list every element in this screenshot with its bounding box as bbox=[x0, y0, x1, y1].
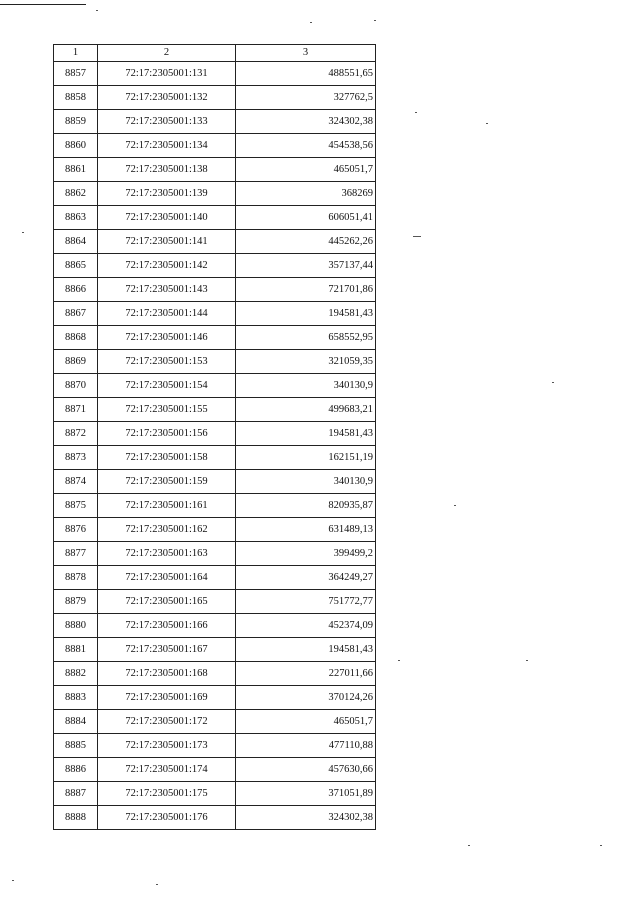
cadastral-number: 72:17:2305001:176 bbox=[98, 806, 236, 830]
table-row bbox=[54, 254, 376, 278]
row-value: 162151,19 bbox=[236, 446, 376, 470]
table-row bbox=[54, 662, 376, 686]
row-value: 399499,2 bbox=[236, 542, 376, 566]
cadastral-number: 72:17:2305001:164 bbox=[98, 566, 236, 590]
row-value: 194581,43 bbox=[236, 302, 376, 326]
row-number: 8871 bbox=[54, 398, 98, 422]
row-value: 658552,95 bbox=[236, 326, 376, 350]
row-number: 8877 bbox=[54, 542, 98, 566]
row-number: 8873 bbox=[54, 446, 98, 470]
row-number: 8862 bbox=[54, 182, 98, 206]
row-value: 370124,26 bbox=[236, 686, 376, 710]
scan-speck bbox=[398, 660, 400, 661]
row-number: 8863 bbox=[54, 206, 98, 230]
header-row bbox=[54, 45, 376, 62]
row-number: 8859 bbox=[54, 110, 98, 134]
cadastral-number: 72:17:2305001:175 bbox=[98, 782, 236, 806]
row-value: 457630,66 bbox=[236, 758, 376, 782]
row-number: 8865 bbox=[54, 254, 98, 278]
table-row bbox=[54, 686, 376, 710]
cadastral-number: 72:17:2305001:138 bbox=[98, 158, 236, 182]
row-number: 8882 bbox=[54, 662, 98, 686]
row-value: 465051,7 bbox=[236, 158, 376, 182]
scan-speck bbox=[156, 884, 158, 885]
cadastral-number: 72:17:2305001:158 bbox=[98, 446, 236, 470]
scan-speck bbox=[526, 660, 528, 661]
table-row bbox=[54, 806, 376, 830]
table-row bbox=[54, 734, 376, 758]
row-value: 327762,5 bbox=[236, 86, 376, 110]
row-number: 8883 bbox=[54, 686, 98, 710]
cadastral-number: 72:17:2305001:168 bbox=[98, 662, 236, 686]
row-value: 371051,89 bbox=[236, 782, 376, 806]
cadastral-number: 72:17:2305001:144 bbox=[98, 302, 236, 326]
scan-speck bbox=[12, 880, 14, 881]
row-value: 324302,38 bbox=[236, 806, 376, 830]
cadastral-number: 72:17:2305001:146 bbox=[98, 326, 236, 350]
row-number: 8881 bbox=[54, 638, 98, 662]
row-number: 8874 bbox=[54, 470, 98, 494]
row-number: 8887 bbox=[54, 782, 98, 806]
row-value: 499683,21 bbox=[236, 398, 376, 422]
cadastral-number: 72:17:2305001:159 bbox=[98, 470, 236, 494]
scan-speck bbox=[468, 845, 470, 846]
row-value: 477110,88 bbox=[236, 734, 376, 758]
row-number: 8867 bbox=[54, 302, 98, 326]
scan-speck bbox=[552, 382, 554, 383]
cadastral-number: 72:17:2305001:165 bbox=[98, 590, 236, 614]
cadastral-number: 72:17:2305001:162 bbox=[98, 518, 236, 542]
row-number: 8875 bbox=[54, 494, 98, 518]
table-body bbox=[54, 62, 376, 830]
row-value: 324302,38 bbox=[236, 110, 376, 134]
cadastral-number: 72:17:2305001:142 bbox=[98, 254, 236, 278]
row-number: 8866 bbox=[54, 278, 98, 302]
cadastral-number: 72:17:2305001:167 bbox=[98, 638, 236, 662]
cadastral-number: 72:17:2305001:140 bbox=[98, 206, 236, 230]
table-row bbox=[54, 86, 376, 110]
table-row bbox=[54, 278, 376, 302]
table-row bbox=[54, 134, 376, 158]
table-row bbox=[54, 542, 376, 566]
row-number: 8876 bbox=[54, 518, 98, 542]
row-value: 454538,56 bbox=[236, 134, 376, 158]
row-number: 8864 bbox=[54, 230, 98, 254]
cadastral-number: 72:17:2305001:132 bbox=[98, 86, 236, 110]
row-number: 8888 bbox=[54, 806, 98, 830]
table-row bbox=[54, 206, 376, 230]
row-value: 606051,41 bbox=[236, 206, 376, 230]
row-number: 8872 bbox=[54, 422, 98, 446]
cadastral-number: 72:17:2305001:169 bbox=[98, 686, 236, 710]
row-value: 631489,13 bbox=[236, 518, 376, 542]
row-number: 8878 bbox=[54, 566, 98, 590]
cadastral-table bbox=[53, 44, 376, 830]
cadastral-number: 72:17:2305001:153 bbox=[98, 350, 236, 374]
cadastral-number: 72:17:2305001:134 bbox=[98, 134, 236, 158]
table-row bbox=[54, 374, 376, 398]
table-row bbox=[54, 302, 376, 326]
row-value: 488551,65 bbox=[236, 62, 376, 86]
scan-speck bbox=[413, 236, 421, 237]
row-value: 445262,26 bbox=[236, 230, 376, 254]
table-row bbox=[54, 638, 376, 662]
cadastral-number: 72:17:2305001:156 bbox=[98, 422, 236, 446]
scan-speck bbox=[22, 232, 24, 233]
cadastral-number: 72:17:2305001:155 bbox=[98, 398, 236, 422]
cadastral-number: 72:17:2305001:131 bbox=[98, 62, 236, 86]
scan-speck bbox=[96, 10, 98, 11]
cadastral-number: 72:17:2305001:174 bbox=[98, 758, 236, 782]
table-row bbox=[54, 158, 376, 182]
header-col-2: 2 bbox=[98, 45, 236, 62]
row-number: 8884 bbox=[54, 710, 98, 734]
table-row bbox=[54, 710, 376, 734]
cadastral-number: 72:17:2305001:133 bbox=[98, 110, 236, 134]
table-row bbox=[54, 782, 376, 806]
row-number: 8879 bbox=[54, 590, 98, 614]
table-header bbox=[54, 45, 376, 62]
row-number: 8869 bbox=[54, 350, 98, 374]
cadastral-number: 72:17:2305001:139 bbox=[98, 182, 236, 206]
row-value: 452374,09 bbox=[236, 614, 376, 638]
row-value: 340130,9 bbox=[236, 470, 376, 494]
table-row bbox=[54, 230, 376, 254]
row-value: 194581,43 bbox=[236, 638, 376, 662]
row-number: 8861 bbox=[54, 158, 98, 182]
cadastral-number: 72:17:2305001:172 bbox=[98, 710, 236, 734]
row-value: 364249,27 bbox=[236, 566, 376, 590]
cadastral-number: 72:17:2305001:154 bbox=[98, 374, 236, 398]
top-rule bbox=[0, 4, 86, 5]
table-row bbox=[54, 446, 376, 470]
row-number: 8857 bbox=[54, 62, 98, 86]
header-col-1: 1 bbox=[54, 45, 98, 62]
row-number: 8858 bbox=[54, 86, 98, 110]
scan-speck bbox=[374, 20, 376, 21]
table-row bbox=[54, 470, 376, 494]
cadastral-number: 72:17:2305001:166 bbox=[98, 614, 236, 638]
cadastral-number: 72:17:2305001:141 bbox=[98, 230, 236, 254]
cadastral-number: 72:17:2305001:143 bbox=[98, 278, 236, 302]
table-row bbox=[54, 590, 376, 614]
cadastral-number: 72:17:2305001:163 bbox=[98, 542, 236, 566]
row-number: 8886 bbox=[54, 758, 98, 782]
scan-speck bbox=[486, 123, 488, 124]
row-number: 8860 bbox=[54, 134, 98, 158]
table-row bbox=[54, 758, 376, 782]
table-row bbox=[54, 614, 376, 638]
row-value: 368269 bbox=[236, 182, 376, 206]
table-row bbox=[54, 422, 376, 446]
scan-speck bbox=[310, 22, 312, 23]
row-value: 820935,87 bbox=[236, 494, 376, 518]
table-row bbox=[54, 566, 376, 590]
table-row bbox=[54, 518, 376, 542]
row-value: 321059,35 bbox=[236, 350, 376, 374]
row-value: 721701,86 bbox=[236, 278, 376, 302]
row-number: 8885 bbox=[54, 734, 98, 758]
row-value: 751772,77 bbox=[236, 590, 376, 614]
row-number: 8880 bbox=[54, 614, 98, 638]
row-value: 340130,9 bbox=[236, 374, 376, 398]
table-row bbox=[54, 350, 376, 374]
row-value: 227011,66 bbox=[236, 662, 376, 686]
cadastral-number: 72:17:2305001:161 bbox=[98, 494, 236, 518]
scan-speck bbox=[454, 505, 456, 506]
cadastral-number: 72:17:2305001:173 bbox=[98, 734, 236, 758]
scan-speck bbox=[600, 845, 602, 846]
table-row bbox=[54, 494, 376, 518]
table-row bbox=[54, 398, 376, 422]
row-value: 194581,43 bbox=[236, 422, 376, 446]
header-col-3: 3 bbox=[236, 45, 376, 62]
table-row bbox=[54, 182, 376, 206]
row-number: 8870 bbox=[54, 374, 98, 398]
table-row bbox=[54, 326, 376, 350]
row-value: 357137,44 bbox=[236, 254, 376, 278]
row-value: 465051,7 bbox=[236, 710, 376, 734]
row-number: 8868 bbox=[54, 326, 98, 350]
table-row bbox=[54, 62, 376, 86]
table-row bbox=[54, 110, 376, 134]
scan-speck bbox=[415, 112, 417, 113]
